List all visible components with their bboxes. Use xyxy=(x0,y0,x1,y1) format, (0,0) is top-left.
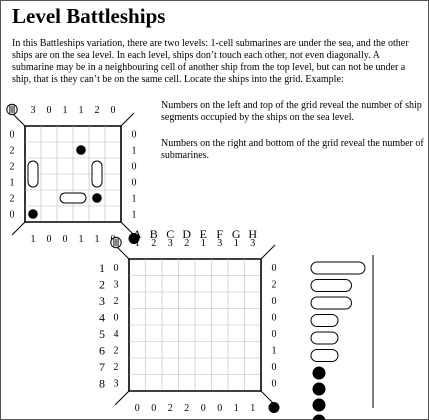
submarine xyxy=(28,209,38,219)
left-clue: 1 xyxy=(9,177,15,189)
fleet-submarine xyxy=(313,383,326,396)
ship xyxy=(92,161,102,187)
column-letter: C xyxy=(166,227,175,241)
corner-line xyxy=(12,222,25,235)
bottom-clue: 1 xyxy=(94,234,100,245)
column-letter: A xyxy=(132,227,142,241)
right-clue: 2 xyxy=(271,279,277,291)
bottom-clue: 2 xyxy=(167,403,173,414)
left-clue: 4 xyxy=(113,328,119,340)
column-letter: D xyxy=(182,227,192,241)
fleet-submarine xyxy=(313,367,326,380)
bottom-clue: 0 xyxy=(217,403,223,414)
left-clue: 2 xyxy=(9,161,15,173)
corner-line xyxy=(261,245,275,259)
fleet-ship xyxy=(311,262,365,274)
note-bottom-right-clues: Numbers on the right and bottom of the grid reveal the number of submarines. xyxy=(161,138,424,161)
right-clue: 0 xyxy=(271,262,277,274)
right-clue: 0 xyxy=(131,161,137,173)
right-clue: 1 xyxy=(131,145,137,157)
submarine-icon xyxy=(269,402,280,413)
left-clue: 2 xyxy=(113,345,119,357)
fleet-submarine xyxy=(313,399,326,412)
row-number: 4 xyxy=(99,310,105,325)
right-clue: 0 xyxy=(271,295,277,307)
top-clue: 2 xyxy=(151,238,157,249)
fleet-ship xyxy=(311,332,338,344)
row-number: 5 xyxy=(99,326,105,341)
bottom-clue: 0 xyxy=(134,403,140,414)
top-clue: 1 xyxy=(134,238,140,249)
fleet-ship xyxy=(311,315,338,327)
submarine xyxy=(92,193,102,203)
left-clue: 2 xyxy=(113,295,119,307)
page-title: Level Battleships xyxy=(12,4,166,28)
left-clue: 0 xyxy=(9,129,15,141)
top-clue: 0 xyxy=(46,105,52,116)
bottom-clue: 0 xyxy=(151,403,157,414)
sea-level-icon xyxy=(7,104,17,114)
bottom-clue: 1 xyxy=(30,234,36,245)
fleet-ship xyxy=(311,280,352,292)
top-clue: 3 xyxy=(167,238,173,249)
submarine xyxy=(76,145,86,155)
row-number: 8 xyxy=(99,376,105,391)
bottom-clue: 0 xyxy=(200,403,206,414)
corner-line xyxy=(12,113,25,126)
right-clue: 1 xyxy=(131,193,137,205)
column-letter: G xyxy=(231,227,241,241)
bottom-clue: 0 xyxy=(46,234,52,245)
top-clue: 1 xyxy=(62,105,68,116)
top-clue: 1 xyxy=(78,105,84,116)
intro-text: In this Battleships variation, there are two levels: 1-cell submarines are under the sea, and the other ships are on the sea level. In each level, ships don’t touch each other, not even diagonally. A submarine may be in a neighbouring cell of another ship from the top level, but can not be under a ship, that is they can’t be on the same cell. Locate the ships into the grid. Example: xyxy=(12,38,409,85)
sea-level-icon xyxy=(111,237,121,247)
right-clue: 1 xyxy=(131,209,137,221)
top-clue: 1 xyxy=(200,238,206,249)
left-clue: 0 xyxy=(113,262,119,274)
column-letter: B xyxy=(149,227,158,241)
left-clue: 2 xyxy=(9,145,15,157)
column-letter: F xyxy=(216,227,224,241)
top-clue: 3 xyxy=(250,238,256,249)
right-clue: 0 xyxy=(131,177,137,189)
top-clue: 2 xyxy=(94,105,100,116)
fleet-submarine xyxy=(313,415,326,420)
row-number: 7 xyxy=(99,359,105,374)
right-clue: 0 xyxy=(271,378,277,390)
column-letter: E xyxy=(199,227,207,241)
right-clue: 0 xyxy=(271,312,277,324)
left-clue: 2 xyxy=(113,361,119,373)
bottom-clue: 1 xyxy=(233,403,239,414)
top-clue: 3 xyxy=(30,105,36,116)
right-clue: 0 xyxy=(131,129,137,141)
bottom-clue: 2 xyxy=(184,403,190,414)
top-clue: 2 xyxy=(184,238,190,249)
bottom-clue: 1 xyxy=(250,403,256,414)
right-clue: 1 xyxy=(271,345,277,357)
bottom-clue: 0 xyxy=(62,234,68,245)
row-number: 6 xyxy=(99,343,105,358)
row-number: 2 xyxy=(99,277,105,292)
ship xyxy=(60,193,86,203)
note-top-left-clues: Numbers on the left and top of the grid reveal the number of ship segments occupied by the ships on the sea level. xyxy=(161,100,422,123)
corner-line xyxy=(121,113,134,126)
fleet-ship xyxy=(311,350,338,362)
top-clue: 0 xyxy=(110,105,116,116)
left-clue: 3 xyxy=(113,279,119,291)
fleet-ship xyxy=(311,297,352,309)
row-number: 1 xyxy=(99,260,105,275)
bottom-clue: 1 xyxy=(78,234,84,245)
top-clue: 1 xyxy=(233,238,239,249)
right-clue: 0 xyxy=(271,361,277,373)
left-clue: 0 xyxy=(9,209,15,221)
ship xyxy=(28,161,38,187)
corner-line xyxy=(115,391,129,405)
column-letter: H xyxy=(248,227,258,241)
right-clue: 0 xyxy=(271,328,277,340)
left-clue: 2 xyxy=(9,193,15,205)
top-clue: 3 xyxy=(217,238,223,249)
left-clue: 0 xyxy=(113,312,119,324)
row-number: 3 xyxy=(99,293,105,308)
left-clue: 3 xyxy=(113,378,119,390)
